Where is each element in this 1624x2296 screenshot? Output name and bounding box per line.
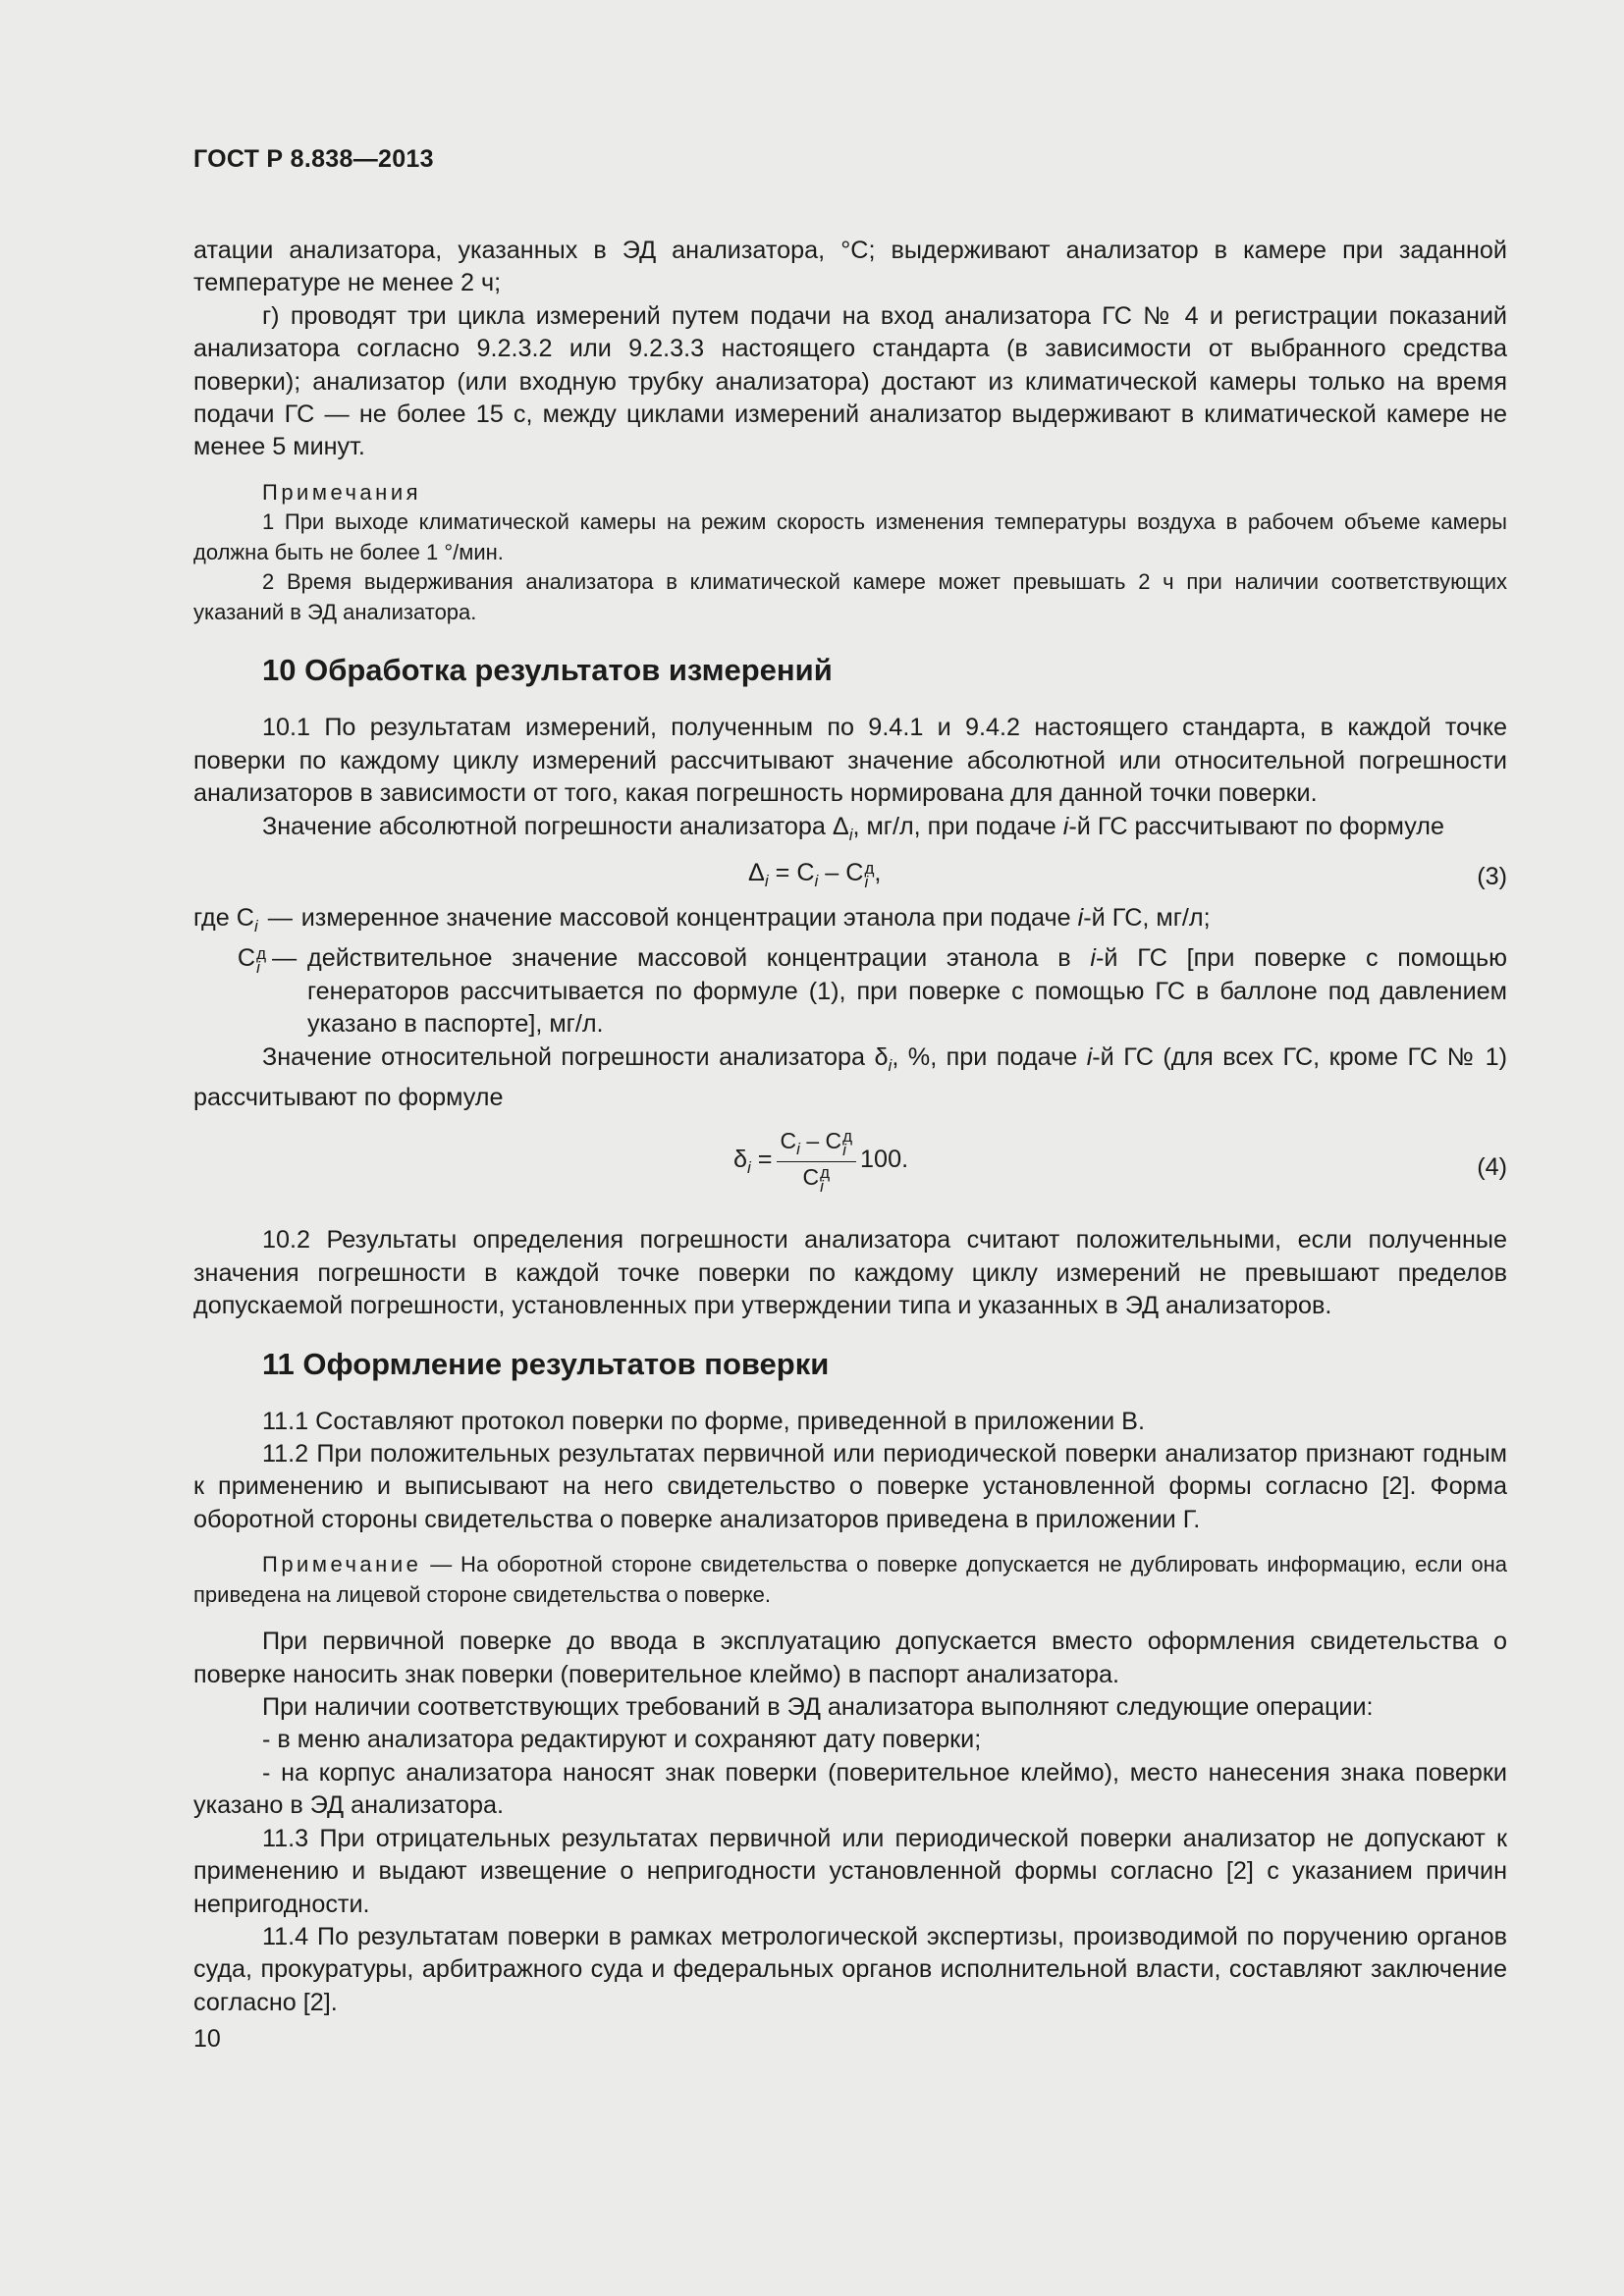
document-header: ГОСТ Р 8.838—2013: [193, 145, 434, 173]
intro-paragraph-1: атации анализатора, указанных в ЭД анализатора, °С; выдерживают анализатор в камере при заданной температуре не менее 2 ч;: [193, 237, 1507, 297]
note-1: 1 При выходе климатической камеры на режим скорость изменения температуры воздуха в рабочем объеме камеры должна быть не более 1 °/мин.: [193, 509, 1507, 564]
section-10-title: 10 Обработка результатов измерений: [262, 653, 833, 688]
notes-title: Примечания: [262, 479, 422, 505]
formula-4-number: (4): [1477, 1153, 1507, 1182]
formula-4-expression: $\delta_i$ = $С_i$ – С д i С д i 100.: [733, 1127, 909, 1197]
section-11-paragraph-4: При наличии соответствующих требований в ЭД анализатора выполняют следующие операции:: [262, 1693, 1374, 1722]
formula-3: [193, 851, 1507, 900]
formula-4: [193, 1114, 1507, 1208]
definition-cid: С д i — действительное значение массовой концентрации этанола в i-й ГС [при поверке с помощью генераторов рассчитывается по формуле (1), при поверке с помощью ГС в баллоне под давлением указано в паспорте], мг/л.: [237, 944, 1507, 1039]
section-10-paragraph-3: Значение относительной погрешности анализатора $\delta_i$, %, при подаче i-й ГС (для всех ГС, кроме ГС № 1) рассчитывают по формуле: [193, 1042, 1507, 1111]
page-number: 10: [193, 2025, 221, 2054]
notes-block-1: [193, 478, 1507, 628]
note-11: Примечание — На оборотной стороне свидетельства о поверке допускается не дублировать информацию, если она приведена на лицевой стороне свидетельства о поверке.: [193, 1552, 1507, 1607]
formula-3-number: (3): [1477, 862, 1507, 890]
definitions-list: [193, 902, 1507, 1041]
section-10-paragraph-1: 10.1 По результатам измерений, полученным по 9.4.1 и 9.4.2 настоящего стандарта, в каждой точке поверки по каждому циклу измерений рассчитывают значение абсолютной или относительной погрешности анализаторов в зависимости от того, какая погрешность нормирована для данной точки поверки.: [193, 714, 1507, 808]
section-11-paragraph-3: При первичной поверке до ввода в эксплуатацию допускается вместо оформления свидетельства о поверке наносить знак поверки (поверительное клеймо) в паспорт анализатора.: [193, 1628, 1507, 1688]
section-11-title: 11 Оформление результатов поверки: [262, 1346, 830, 1381]
section-11-paragraph-2: 11.2 При положительных результатах первичной или периодической поверки анализатор признают годным к применению и выписывают на него свидетельство о поверке установленной формы согласно [2]. Форма оборотной стороны свидетельства о поверке анализаторов приведена в приложении Г.: [193, 1440, 1507, 1533]
formula-3-expression: $\Delta_i = С_i - С$ д i ,: [748, 858, 882, 891]
section-11-paragraph-1: 11.1 Составляют протокол поверки по форме, приведенной в приложении В.: [262, 1407, 1145, 1435]
note-2: 2 Время выдерживания анализатора в климатической камере может превышать 2 ч при наличии соответствующих указаний в ЭД анализатора.: [193, 569, 1507, 624]
section-10-paragraph-2: Значение абсолютной погрешности анализатора $\Delta_i$, мг/л, при подаче i-й ГС рассчитывают по формуле: [262, 812, 1444, 844]
section-11-paragraph-5: 11.3 При отрицательных результатах первичной или периодической поверки анализатор не допускают к применению и выдают извещение о непригодности установленной формы согласно [2] с указанием причин непригодности.: [193, 1824, 1507, 1918]
section-11-paragraph-6: 11.4 По результатам поверки в рамках метрологической экспертизы, производимой по поручению органов суда, прокуратуры, арбитражного суда и федеральных органов исполнительной власти, составляют заключение согласно [2].: [193, 1922, 1507, 2016]
intro-paragraph-2: г) проводят три цикла измерений путем подачи на вход анализатора ГС № 4 и регистрации показаний анализатора согласно 9.2.3.2 или 9.2.3.3 настоящего стандарта (в зависимости от выбранного средства поверки); анализатор (или входную трубку анализатора) достают из климатической камеры только на время подачи ГС — не более 15 с, между циклами измерений анализатор выдерживают в климатической камере не менее 5 минут.: [193, 301, 1507, 461]
definition-ci: где $С_i$ — измеренное значение массовой концентрации этанола при подаче i-й ГС, мг/л;: [193, 903, 1211, 935]
notes-block-2: [193, 1550, 1507, 1610]
section-11-bullet-2: - на корпус анализатора наносят знак поверки (поверительное клеймо), место нанесения знака поверки указано в ЭД анализатора.: [193, 1758, 1507, 1820]
section-11-bullet-1: - в меню анализатора редактируют и сохраняют дату поверки;: [262, 1726, 982, 1754]
section-10-paragraph-4: 10.2 Результаты определения погрешности анализатора считают положительными, если полученные значения погрешности в каждой точке поверки по каждому циклу измерений не превышают пределов допускаемой погрешности, установленных при утверждении типа и указанных в ЭД анализаторов.: [193, 1226, 1507, 1320]
document-page: [193, 145, 1507, 2054]
